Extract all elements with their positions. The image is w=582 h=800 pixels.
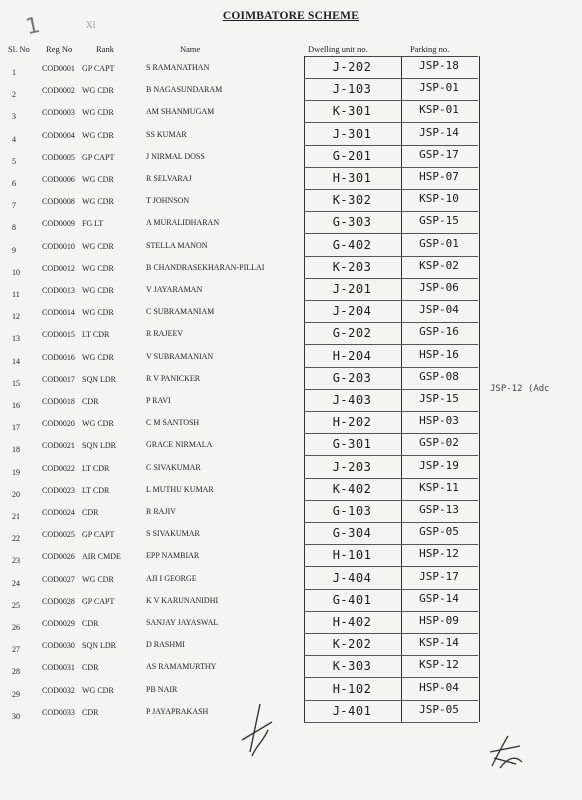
dwelling-unit: H-101 [332, 548, 372, 563]
rank: CDR [82, 663, 99, 673]
sl-number: 22 [12, 534, 20, 544]
rank: AIR CMDE [82, 552, 121, 562]
parking-slot: KSP-01 [419, 103, 459, 117]
officer-name: R RAJEEV [146, 329, 184, 339]
rank: WG CDR [82, 419, 114, 429]
dwelling-unit: G-402 [332, 237, 372, 252]
dwelling-unit: H-202 [332, 415, 372, 430]
reg-number: COD0025 [42, 530, 75, 540]
officer-name: L MUTHU KUMAR [146, 484, 214, 494]
reg-number: COD0006 [42, 175, 75, 184]
row-rule [304, 122, 478, 123]
parking-slot: HSP-16 [419, 347, 459, 361]
parking-slot: GSP-05 [419, 525, 459, 539]
dwelling-unit: K-202 [332, 637, 372, 652]
table-row [0, 102, 582, 124]
officer-name: P JAYAPRAKASH [146, 706, 209, 716]
header-rank: Rank [96, 44, 114, 54]
rank: WG CDR [82, 308, 114, 318]
parking-slot: GSP-02 [419, 436, 459, 450]
parking-slot: KSP-12 [419, 658, 459, 672]
sl-number: 6 [12, 179, 16, 188]
rank: WG CDR [82, 197, 114, 207]
sl-number: 26 [12, 623, 20, 632]
row-rule [304, 655, 478, 656]
table-row [0, 524, 582, 546]
reg-number: COD0014 [42, 308, 75, 318]
rank: WG CDR [82, 108, 114, 118]
rank: WG CDR [82, 130, 114, 140]
dwelling-unit: K-302 [332, 193, 372, 208]
parking-slot: JSP-06 [419, 281, 459, 294]
row-rule [304, 411, 478, 412]
page-title: COIMBATORE SCHEME [222, 10, 360, 22]
reg-number: COD0021 [42, 441, 75, 451]
dwelling-unit: J-403 [332, 393, 372, 407]
header-reg-no: Reg No [46, 44, 73, 54]
sl-number: 12 [12, 312, 20, 322]
parking-slot: JSP-04 [419, 303, 459, 317]
table-row [0, 147, 582, 169]
rank: WG CDR [82, 175, 114, 184]
officer-name: SANJAY JAYASWAL [146, 618, 219, 627]
rank: CDR [82, 508, 99, 517]
dwelling-unit: J-202 [332, 60, 372, 74]
rank: LT CDR [82, 463, 110, 473]
parking-slot: KSP-02 [419, 258, 459, 272]
table-row [0, 413, 582, 435]
dwelling-unit: H-204 [332, 348, 372, 363]
reg-number: COD0023 [42, 485, 75, 495]
table-row [0, 458, 582, 480]
dwelling-unit: H-301 [332, 171, 372, 185]
parking-slot: KSP-10 [419, 192, 459, 206]
header-dwelling-unit: Dwelling unit no. [308, 44, 368, 54]
rank: WG CDR [82, 286, 114, 295]
rank: GP CAPT [82, 530, 115, 540]
table-row [0, 191, 582, 213]
dwelling-unit: K-303 [332, 659, 372, 674]
officer-name: STELLA MANON [146, 240, 208, 250]
rank: GP CAPT [82, 596, 115, 606]
pencil-mark: 1 [23, 12, 43, 41]
parking-slot: HSP-04 [419, 680, 459, 694]
reg-number: COD0026 [42, 552, 75, 562]
officer-name: R V PANICKER [146, 373, 201, 383]
sl-number: 18 [12, 445, 20, 455]
sl-number: 30 [12, 711, 20, 721]
header-parking: Parking no. [410, 44, 450, 54]
row-rule [304, 478, 478, 479]
parking-slot: JSP-14 [419, 125, 459, 139]
dwelling-unit: G-203 [332, 370, 372, 385]
header-name: Name [180, 44, 201, 54]
officer-name: J NIRMAL DOSS [146, 151, 205, 161]
dwelling-unit: G-301 [332, 437, 372, 452]
officer-name: C SIVAKUMAR [146, 462, 201, 472]
rank: SQN LDR [82, 441, 117, 451]
row-rule [304, 167, 478, 168]
rank: WG CDR [82, 241, 114, 251]
officer-name: A MURALIDHARAN [146, 218, 220, 228]
table-row [0, 324, 582, 346]
table-row [0, 613, 582, 635]
rank: WG CDR [82, 685, 114, 695]
rank: CDR [82, 619, 99, 628]
officer-name: D RASHMI [146, 640, 185, 650]
sl-number: 4 [12, 134, 16, 144]
dwelling-unit: G-202 [332, 326, 372, 341]
reg-number: COD0013 [42, 286, 75, 295]
parking-slot: JSP-15 [419, 392, 459, 405]
row-rule [304, 367, 478, 368]
parking-slot: JSP-01 [419, 81, 459, 95]
table-row [0, 591, 582, 613]
table-row [0, 569, 582, 591]
signature-initials [484, 728, 526, 772]
row-rule [304, 433, 478, 434]
parking-slot: GSP-16 [419, 325, 459, 339]
row-rule [304, 389, 478, 390]
margin-note: JSP-12 (Adc [490, 384, 550, 394]
sl-number: 9 [12, 245, 16, 255]
row-rule [304, 522, 478, 523]
parking-slot: HSP-12 [419, 547, 459, 561]
sl-number: 3 [12, 112, 16, 122]
reg-number: COD0027 [42, 574, 75, 584]
table-row [0, 657, 582, 679]
officer-name: T JOHNSON [146, 196, 190, 206]
table-row [0, 58, 582, 80]
rank: LT CDR [82, 330, 110, 340]
sl-number: 13 [12, 334, 20, 344]
sl-number: 10 [12, 267, 20, 277]
rank: GP CAPT [82, 64, 115, 73]
parking-slot: KSP-14 [419, 636, 459, 650]
sl-number: 1 [12, 68, 16, 77]
sl-number: 15 [12, 378, 20, 388]
sl-number: 24 [12, 578, 20, 588]
table-row [0, 480, 582, 502]
dwelling-unit: J-204 [332, 304, 372, 319]
table-row [0, 502, 582, 524]
officer-name: GRACE NIRMALA [146, 440, 213, 450]
parking-slot: GSP-01 [419, 236, 459, 250]
row-rule [304, 700, 478, 701]
reg-number: COD0028 [42, 596, 75, 606]
dwelling-unit: G-201 [332, 148, 372, 163]
dwelling-unit: J-401 [332, 703, 372, 718]
reg-number: COD0003 [42, 108, 75, 118]
dwelling-unit: K-203 [332, 259, 372, 274]
table-row [0, 680, 582, 702]
parking-slot: GSP-08 [419, 369, 459, 383]
dwelling-unit: J-201 [332, 282, 372, 296]
reg-number: COD0002 [42, 86, 75, 96]
row-rule [304, 500, 478, 501]
sl-number: 11 [12, 290, 20, 299]
table-row [0, 635, 582, 657]
sl-number: 7 [12, 201, 16, 211]
officer-name: P RAVI [146, 396, 171, 405]
officer-name: B NAGASUNDARAM [146, 85, 223, 95]
rank: LT CDR [82, 485, 110, 495]
parking-slot: HSP-09 [419, 614, 459, 627]
rank: SQN LDR [82, 641, 117, 651]
officer-name: K V KARUNANIDHI [146, 595, 219, 605]
dwelling-unit: J-103 [332, 82, 372, 97]
row-rule [304, 677, 478, 678]
dwelling-unit: K-301 [332, 104, 372, 119]
parking-slot: GSP-14 [419, 591, 459, 605]
dwelling-unit: G-304 [332, 526, 372, 541]
officer-name: V SUBRAMANIAN [146, 351, 214, 361]
table-row [0, 80, 582, 102]
parking-slot: HSP-07 [419, 170, 459, 183]
dwelling-unit: H-102 [332, 681, 372, 696]
sl-number: 25 [12, 600, 20, 610]
reg-number: COD0030 [42, 641, 75, 651]
row-rule [304, 300, 478, 301]
row-rule [304, 189, 478, 190]
reg-number: COD0001 [42, 64, 75, 73]
dwelling-unit: J-203 [332, 459, 372, 474]
sl-number: 21 [12, 512, 20, 521]
row-rule [304, 145, 478, 146]
rank: GP CAPT [82, 152, 115, 162]
sl-number: 19 [12, 467, 20, 477]
row-rule [304, 211, 478, 212]
sl-number: 16 [12, 401, 20, 410]
dwelling-unit: K-402 [332, 481, 372, 496]
row-rule [304, 278, 478, 279]
officer-name: C SUBRAMANIAM [146, 307, 215, 317]
parking-slot: HSP-03 [419, 414, 459, 428]
reg-number: COD0015 [42, 330, 75, 340]
parking-slot: GSP-15 [419, 214, 459, 228]
sl-number: 28 [12, 667, 20, 677]
officer-name: C M SANTOSH [146, 418, 200, 428]
row-rule [304, 256, 478, 257]
row-rule [304, 722, 478, 723]
officer-name: B CHANDRASEKHARAN-PILLAI [146, 262, 265, 272]
reg-number: COD0016 [42, 352, 75, 362]
table-row [0, 125, 582, 147]
rank: WG CDR [82, 86, 114, 96]
reg-number: COD0010 [42, 241, 75, 251]
table-row [0, 213, 582, 235]
reg-number: COD0012 [42, 263, 75, 273]
rank: CDR [82, 707, 99, 717]
dwelling-unit: G-303 [332, 215, 372, 230]
officer-name: S RAMANATHAN [146, 63, 210, 72]
row-rule [304, 78, 478, 79]
parking-slot: JSP-18 [419, 59, 459, 72]
table-row [0, 546, 582, 568]
sl-number: 17 [12, 423, 20, 433]
row-rule [304, 233, 478, 234]
parking-slot: GSP-17 [419, 147, 459, 161]
reg-number: COD0031 [42, 663, 75, 673]
officer-name: AM SHANMUGAM [146, 107, 215, 117]
reg-number: COD0032 [42, 685, 75, 695]
rank: WG CDR [82, 263, 114, 273]
officer-name: R SELVARAJ [146, 174, 192, 183]
table-row [0, 702, 582, 724]
header-sl-no: Sl. No [8, 44, 30, 54]
officer-name: R RAJIV [146, 507, 177, 516]
row-rule [304, 589, 478, 590]
reg-number: COD0022 [42, 463, 75, 473]
table-row [0, 391, 582, 413]
row-rule [304, 455, 478, 456]
row-rule [304, 322, 478, 323]
pencil-mark-secondary: XI [86, 20, 96, 30]
rank: SQN LDR [82, 374, 117, 384]
reg-number: COD0005 [42, 152, 75, 162]
sl-number: 29 [12, 689, 20, 699]
parking-slot: JSP-17 [419, 569, 459, 583]
row-rule [304, 544, 478, 545]
officer-name: EPP NAMBIAR [146, 551, 200, 561]
table-row [0, 169, 582, 191]
officer-name: AS RAMAMURTHY [146, 662, 217, 672]
rank: CDR [82, 397, 99, 406]
reg-number: COD0020 [42, 419, 75, 429]
reg-number: COD0009 [42, 219, 75, 229]
dwelling-unit: J-404 [332, 570, 372, 585]
officer-name: AJI I GEORGE [146, 573, 197, 583]
rank: WG CDR [82, 352, 114, 362]
table-row [0, 258, 582, 280]
dwelling-unit: G-401 [332, 592, 372, 607]
officer-name: PB NAIR [146, 684, 178, 694]
table-row [0, 236, 582, 258]
sl-number: 5 [12, 156, 16, 166]
row-rule [304, 633, 478, 634]
dwelling-unit: J-301 [332, 126, 372, 141]
sl-number: 20 [12, 489, 20, 499]
signature-mark [238, 700, 278, 760]
parking-slot: GSP-13 [419, 503, 459, 516]
reg-number: COD0008 [42, 197, 75, 207]
officer-name: SS KUMAR [146, 129, 187, 139]
reg-number: COD0024 [42, 508, 75, 517]
sl-number: 2 [12, 90, 16, 100]
reg-number: COD0017 [42, 374, 75, 384]
parking-slot: JSP-05 [419, 702, 459, 716]
row-rule [304, 611, 478, 612]
row-rule [304, 566, 478, 567]
parking-slot: KSP-11 [419, 480, 459, 494]
reg-number: COD0029 [42, 619, 75, 628]
officer-name: S SIVAKUMAR [146, 529, 200, 539]
officer-name: V JAYARAMAN [146, 285, 203, 294]
dwelling-unit: G-103 [332, 504, 372, 518]
sl-number: 27 [12, 645, 20, 655]
reg-number: COD0004 [42, 130, 75, 140]
rank: WG CDR [82, 574, 114, 584]
table-row [0, 302, 582, 324]
table-row [0, 435, 582, 457]
parking-slot: JSP-19 [419, 458, 459, 472]
rank: FG LT [82, 219, 104, 229]
reg-number: COD0018 [42, 397, 75, 406]
reg-number: COD0033 [42, 707, 75, 717]
row-rule [304, 100, 478, 101]
dwelling-unit: H-402 [332, 615, 372, 629]
sl-number: 8 [12, 223, 16, 233]
sl-number: 23 [12, 556, 20, 566]
row-rule [304, 344, 478, 345]
table-row [0, 347, 582, 369]
table-row [0, 280, 582, 302]
sl-number: 14 [12, 356, 20, 366]
